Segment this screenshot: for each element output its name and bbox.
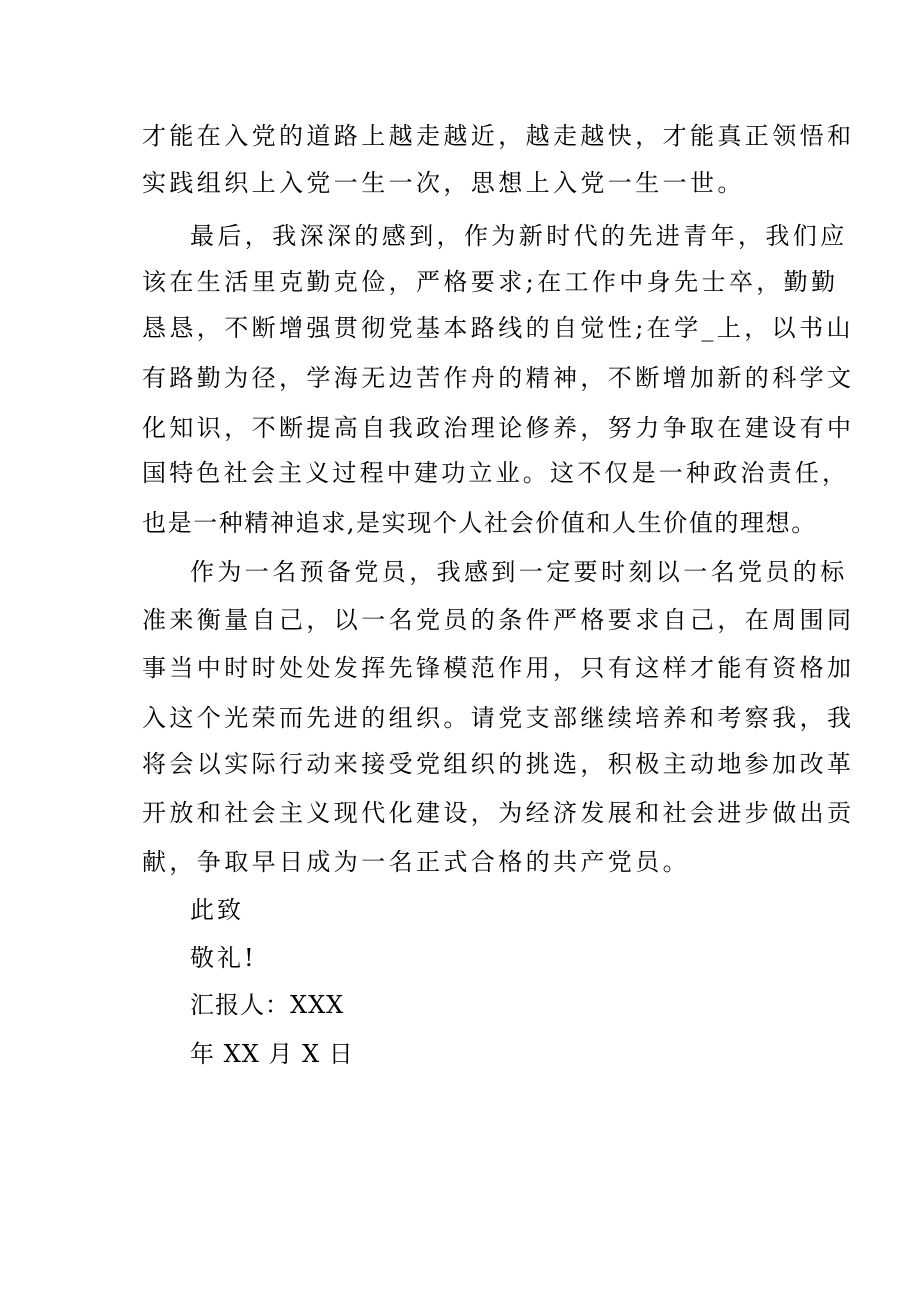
closing-regards: 敬礼! <box>190 944 257 972</box>
body-text-line: 该在生活里克勤克俭，严格要求;在工作中身先士卒，勤勤 <box>142 268 839 296</box>
body-text-line: 准来衡量自己，以一名党员的条件严格要求自己，在周围同 <box>142 606 855 634</box>
body-text-line: 开放和社会主义现代化建设，为经济发展和社会进步做出贡 <box>142 799 855 827</box>
body-text-line: 入这个光荣而先进的组织。请党支部继续培养和考察我，我 <box>142 704 855 732</box>
body-text-line: 国特色社会主义过程中建功立业。这不仅是一种政治责任， <box>142 459 850 487</box>
body-text-line: 献，争取早日成为一名正式合格的共产党员。 <box>142 848 690 876</box>
body-text-line: 最后，我深深的感到，作为新时代的先进青年，我们应 <box>190 222 848 250</box>
body-text-line: 化知识，不断提高自我政治理论修养，努力争取在建设有中 <box>142 414 855 442</box>
reporter-signature: 汇报人：XXX <box>190 991 345 1019</box>
body-text-line: 也是一种精神追求,是实现个人社会价值和人生价值的理想。 <box>142 509 817 537</box>
body-text-line: 事当中时时处处发挥先锋模范作用，只有这样才能有资格加 <box>142 654 855 682</box>
body-text-line: 才能在入党的道路上越走越近，越走越快，才能真正领悟和 <box>142 122 855 150</box>
body-text-line: 实践组织上入党一生一次，思想上入党一生一世。 <box>142 169 745 197</box>
body-text-line: 恳恳，不断增强贯彻党基本路线的自觉性;在学_上，以书山 <box>142 314 854 342</box>
closing-salutation: 此致 <box>190 896 244 924</box>
body-text-line: 将会以实际行动来接受党组织的挑选，积极主动地参加改革 <box>142 750 855 778</box>
report-date: 年 XX 月 X 日 <box>190 1040 354 1068</box>
body-text-line: 作为一名预备党员，我感到一定要时刻以一名党员的标 <box>190 558 848 586</box>
body-text-line: 有路勤为径，学海无边苦作舟的精神，不断增加新的科学文 <box>142 364 855 392</box>
